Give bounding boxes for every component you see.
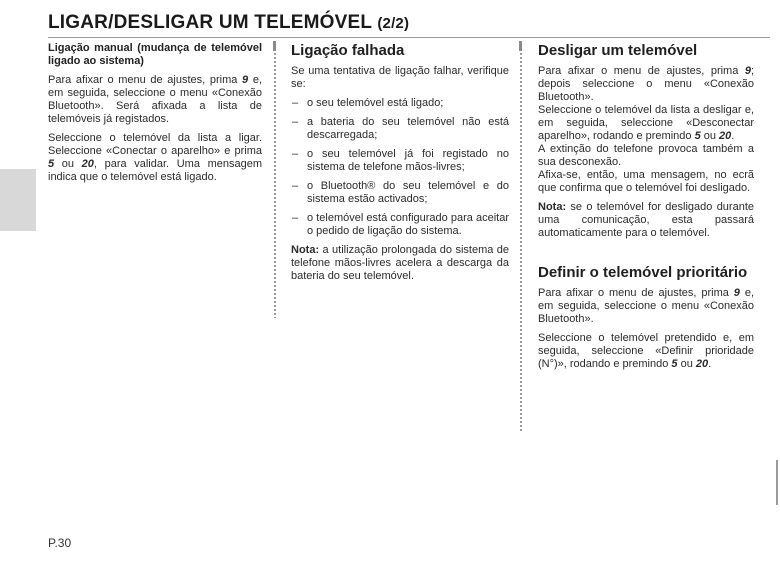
page-number: P.30 <box>48 536 72 550</box>
paragraph-open-settings: Para afixar o menu de ajustes, prima 9 e, em seguida, seleccione o menu «Conexão Bluetooth». <box>538 287 755 325</box>
paragraph-open-settings: Para afixar o menu de ajustes, prima 9; depois seleccione o menu «Conexão Bluetooth». <box>538 65 754 103</box>
key-20: 20 <box>81 158 94 170</box>
note-label: Nota: <box>291 244 320 256</box>
key-20: 20 <box>695 358 709 370</box>
checklist <box>291 97 509 238</box>
column-divider <box>274 53 276 318</box>
paragraph-check-intro: Se uma tentativa de ligação falhar, verifique se: <box>291 65 509 90</box>
list-item: – o Bluetooth® do seu telemóvel e do sistema estão activados; <box>291 180 509 206</box>
key-9: 9 <box>242 74 249 86</box>
list-item: – o seu telemóvel já foi registado no sistema de telefone mãos-livres; <box>291 148 509 174</box>
side-thumb-tab <box>0 169 36 231</box>
list-item: – a bateria do seu telemóvel não está descarregada; <box>291 116 509 142</box>
column-divider-marker <box>273 41 276 51</box>
heading-disconnect-phone: Desligar um telemóvel <box>538 42 698 59</box>
paragraph-open-settings: Para afixar o menu de ajustes, prima 9 e, em seguida, seleccione o menu «Conexão Bluetooth». Será afixada a lista de telemóveis já registados. <box>48 74 263 125</box>
column-connection-failed <box>291 42 509 289</box>
column-divider <box>520 53 522 433</box>
note-label: Nota: <box>538 201 567 213</box>
note-during-call: Nota: se o telemóvel for desligado durante uma comunicação, esta passará automaticamente para o telemóvel. <box>538 201 754 239</box>
key-5: 5 <box>694 130 701 142</box>
list-item: – o telemóvel está configurado para aceitar o pedido de ligação do sistema. <box>291 212 509 238</box>
column-manual-connection <box>48 42 262 190</box>
key-5: 5 <box>48 158 55 170</box>
paragraph-confirm-message: Afixa-se, então, uma mensagem, no ecrã que confirma que o telemóvel foi desligado. <box>538 169 754 194</box>
page-title-part: (2/2) <box>377 15 410 32</box>
heading-connection-failed: Ligação falhada <box>291 42 405 59</box>
column-divider-marker <box>519 41 522 51</box>
column-disconnect <box>538 42 754 377</box>
right-edge-mark <box>776 460 778 505</box>
paragraph-switch-off: A extinção do telefone provoca também a sua desconexão. <box>538 143 754 168</box>
page-title <box>48 12 409 34</box>
paragraph-select-phone: Seleccione o telemóvel da lista a ligar. Seleccione «Conectar o aparelho» e prima 5 ou 20, para validar. Uma mensagem indica que o telemóvel está ligado. <box>48 132 262 183</box>
key-9: 9 <box>744 65 751 77</box>
key-20: 20 <box>719 130 732 142</box>
paragraph-set-priority: Seleccione o telemóvel pretendido e, em seguida, seleccione «Definir prioridade (N°)», rodando e premindo 5 ou 20. <box>538 332 754 370</box>
subheading-manual-connection: Ligação manual (mudança de telemóvel ligado ao sistema) <box>48 42 262 67</box>
key-5: 5 <box>671 358 678 370</box>
note-battery: Nota: a utilização prolongada do sistema de telefone mãos-livres acelera a descarga da bateria do seu telemóvel. <box>291 244 509 282</box>
title-divider <box>48 37 770 38</box>
heading-priority-phone: Definir o telemóvel prioritário <box>538 264 748 281</box>
page-title-text: LIGAR/DESLIGAR UM TELEMÓVEL <box>48 12 372 33</box>
paragraph-select-disconnect: Seleccione o telemóvel da lista a desligar e, em seguida, seleccione «Desconectar aparelho», rodando e premindo 5 ou 20. <box>538 104 754 142</box>
key-9: 9 <box>733 287 740 299</box>
list-item: – o seu telemóvel está ligado; <box>291 97 509 110</box>
